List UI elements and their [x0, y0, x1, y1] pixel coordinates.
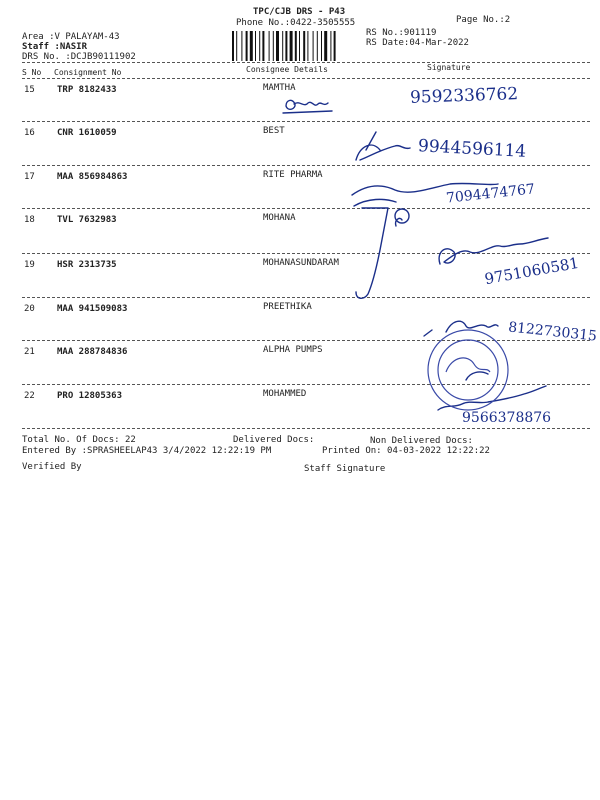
document-title: TPC/CJB DRS - P43: [253, 7, 346, 17]
row-consignee: MOHANA: [263, 213, 296, 223]
row-consignee: MOHAMMED: [263, 389, 307, 399]
printed-on: Printed On: 04-03-2022 12:22:22: [322, 446, 490, 456]
row-consignment: HSR 2313735: [57, 260, 117, 270]
row-consignment: CNR 1610059: [57, 128, 117, 138]
total-docs: Total No. Of Docs: 22: [22, 435, 136, 445]
row-consignment: MAA 288784836: [57, 347, 128, 357]
handwritten-phone-16: 9944596114: [417, 136, 527, 162]
row-sno: 16: [24, 128, 35, 138]
row-consignee: PREETHIKA: [263, 302, 312, 312]
staff-signature-label: Staff Signature: [304, 464, 386, 474]
column-header-consignment: Consignment No: [54, 68, 122, 77]
row-consignment: TRP 8182433: [57, 85, 117, 95]
row-consignment: TVL 7632983: [57, 215, 117, 225]
phone-number: Phone No.:0422-3505555: [236, 18, 356, 28]
handwritten-phone-19: 9751060581: [483, 253, 581, 289]
row-consignee: ALPHA PUMPS: [263, 345, 323, 355]
rs-date: RS Date:04-Mar-2022: [366, 38, 469, 48]
handwritten-phone-22: 9566378876: [462, 410, 552, 426]
column-header-sno: S No: [22, 68, 42, 77]
row-sno: 15: [24, 85, 35, 95]
row-sno: 19: [24, 260, 35, 270]
handwritten-phone-15: 9592336762: [409, 84, 519, 108]
delivered-docs: Delivered Docs:: [233, 435, 315, 445]
row-sno: 17: [24, 172, 35, 182]
verified-by-label: Verified By: [22, 462, 82, 472]
row-sno: 20: [24, 304, 35, 314]
drs-number: DRS No. :DCJB90111902: [22, 52, 136, 62]
row-consignment: MAA 856984863: [57, 172, 128, 182]
entered-by: Entered By :SPRASHEELAP43 3/4/2022 12:22:19 PM: [22, 446, 272, 456]
area-label: Area :V PALAYAM-43: [22, 32, 120, 42]
row-sno: 21: [24, 347, 35, 357]
row-sno: 22: [24, 391, 35, 401]
row-sno: 18: [24, 215, 35, 225]
row-consignee: MAMTHA: [263, 83, 296, 93]
rs-number: RS No.:901119: [366, 28, 437, 38]
non-delivered-docs: Non Delivered Docs:: [370, 436, 473, 446]
staff-label: Staff :NASIR: [22, 42, 88, 52]
column-header-consignee: Consignee Details: [246, 65, 328, 74]
column-header-signature: Signature: [427, 63, 471, 72]
page-number: Page No.:2: [456, 15, 511, 25]
row-consignment: PRO 12805363: [57, 391, 123, 401]
row-consignee: BEST: [263, 126, 285, 136]
handwritten-phone-21: 8122730315: [507, 319, 598, 345]
row-consignment: MAA 941509083: [57, 304, 128, 314]
row-consignee: MOHANASUNDARAM: [263, 258, 339, 268]
handwritten-phone-17: 7094474767: [445, 181, 536, 207]
row-consignee: RITE PHARMA: [263, 170, 323, 180]
